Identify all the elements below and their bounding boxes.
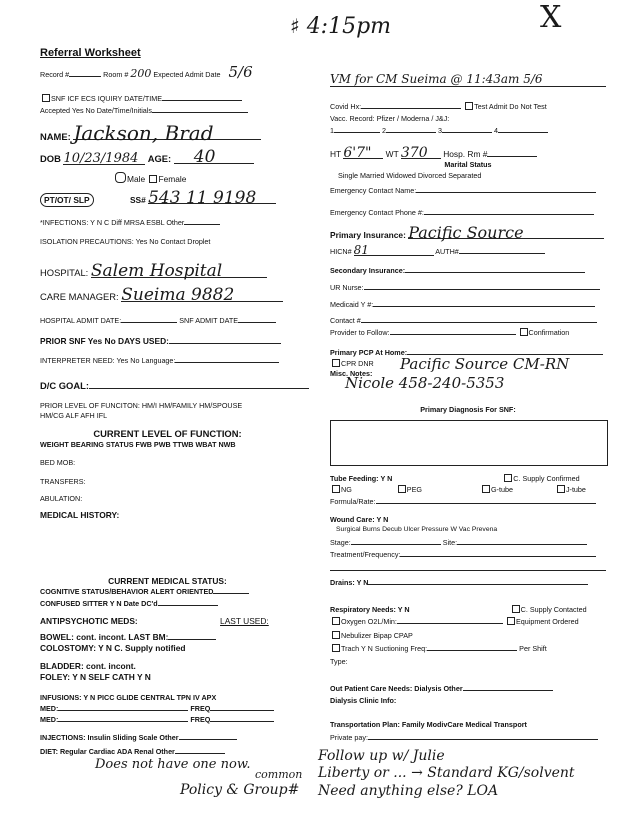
private-pay-row: Private pay: <box>330 733 598 742</box>
gender-row: Male Female <box>113 172 186 184</box>
dc-goal-row: D/C GOAL: <box>40 380 309 391</box>
name-row: NAME: Jackson, Brad <box>40 128 261 142</box>
misc-note-1: Pacific Source CM-RN <box>400 355 570 373</box>
dob-value: 10/23/1984 <box>63 153 145 165</box>
handwritten-follow-3: Need anything else? LOA <box>318 783 499 799</box>
colostomy-row: COLOSTOMY: Y N C. Supply notified <box>40 643 186 653</box>
age-value: 40 <box>174 152 254 164</box>
ur-nurse-row: UR Nurse: <box>330 283 600 292</box>
transfers-label: TRANSFERS: <box>40 477 86 486</box>
corner-x-mark: X <box>540 0 562 35</box>
diagnosis-box[interactable] <box>330 420 608 466</box>
accepted-line: Accepted Yes No Date/Time/Initials <box>40 106 248 115</box>
misc-note-2: Nicole 458-240-5353 <box>345 374 505 392</box>
tube-options-row: NG PEG G-tube J-tube <box>330 485 586 494</box>
care-manager-row: CARE MANAGER: Sueima 9882 <box>40 290 283 302</box>
confused-row: CONFUSED SITTER Y N Date DC'd <box>40 599 218 608</box>
provider-row: Provider to Follow: Confirmation <box>330 328 570 337</box>
injections-row: INJECTIONS: Insulin Sliding Scale Other <box>40 733 237 742</box>
weight-value: 370 <box>401 148 441 159</box>
diet-row: DIET: Regular Cardiac ADA Renal Other <box>40 747 225 756</box>
hospital-row: HOSPITAL: Salem Hospital <box>40 266 267 278</box>
handwritten-follow-1: Follow up w/ Julie <box>318 748 445 764</box>
name-value: Jackson, Brad <box>73 128 261 140</box>
handwritten-common: common <box>255 768 303 781</box>
record-row: Record # Room # 200 Expected Admit Date 5/6 <box>40 63 253 81</box>
ptotslp-circled: PT/OT/ SLP <box>40 193 94 207</box>
type-row: Type: <box>330 657 348 666</box>
time-note: ♯ 4:15pm <box>290 14 392 39</box>
hospital-value: Salem Hospital <box>91 266 267 278</box>
emergency-name-row: Emergency Contact Name: <box>330 186 596 195</box>
nebulizer-row: Nebulizer Bipap CPAP <box>330 631 413 640</box>
height-value: 6'7" <box>343 148 383 159</box>
pcp-row: Primary PCP At Home: <box>330 348 603 357</box>
interpreter-row: INTERPRETER NEED: Yes No Language: <box>40 356 279 365</box>
bladder-row: BLADDER: cont. incont. <box>40 661 136 671</box>
drains-row: Drains: Y N <box>330 578 588 587</box>
outpatient-row: Out Patient Care Needs: Dialysis Other <box>330 684 553 693</box>
current-medical-title: CURRENT MEDICAL STATUS: <box>108 576 227 586</box>
transportation-row: Transportation Plan: Family ModivCare Medical Transport <box>330 720 527 729</box>
tube-feeding-row: Tube Feeding: Y N C. Supply Confirmed <box>330 474 580 483</box>
dialysis-clinic-row: Dialysis Clinic Info: <box>330 696 397 705</box>
vacc-numbers: 1 2 3 4 <box>330 126 548 135</box>
med-row-2: MED: FREQ <box>40 715 274 724</box>
cognitive-row: COGNITIVE STATUS/BEHAVIOR ALERT ORIENTED <box>40 587 249 596</box>
wound-care-row: Wound Care: Y N <box>330 515 389 524</box>
wound-options: Surgical Burns Decub Ulcer Pressure W Vac Prevena <box>336 526 498 533</box>
admit-dates-row: HOSPITAL ADMIT DATE: SNF ADMIT DATE <box>40 316 276 325</box>
vacc-row: Vacc. Record: Pfizer / Moderna / J&J: <box>330 114 450 123</box>
current-level-title: CURRENT LEVEL OF FUNCTION: <box>93 428 242 439</box>
treatment-row: Treatment/Frequency: <box>330 550 596 559</box>
prior-snf-row: PRIOR SNF Yes No DAYS USED: <box>40 336 281 346</box>
page-title: Referral Worksheet <box>40 47 141 59</box>
misc-notes-label: Misc. Notes: <box>330 369 373 378</box>
snf-inquiry-line: SNF ICF ECS IQUIRY DATE/TIME <box>40 94 242 103</box>
infections-row: *INFECTIONS: Y N C Diff MRSA ESBL Other <box>40 218 220 227</box>
covid-row: Covid Hx: Test Admit Do Not Test <box>330 102 547 111</box>
marital-title: Marital Status <box>444 160 492 169</box>
hicn-row: HICN# 81 AUTH# <box>330 246 545 256</box>
antipsychotic-row: ANTIPSYCHOTIC MEDS: LAST USED: <box>40 616 269 626</box>
diagnosis-title: Primary Diagnosis For SNF: <box>420 405 516 414</box>
stage-site-row: Stage: Site: <box>330 538 587 547</box>
ht-wt-row: HT 6'7" WT 370 Hosp. Rm # <box>330 148 537 159</box>
oxygen-row: Oxygen O2L/Min: Equipment Ordered <box>330 617 579 626</box>
primary-insurance-value: Pacific Source <box>408 228 604 239</box>
ss-value: 543 11 9198 <box>148 193 276 204</box>
prior-level-row-2: HM/CG ALF AFH IFL <box>40 411 108 420</box>
medical-history-label: MEDICAL HISTORY: <box>40 510 120 520</box>
formula-row: Formula/Rate: <box>330 497 596 506</box>
isolation-row: ISOLATION PRECAUTIONS: Yes No Contact Droplet <box>40 237 211 246</box>
divider <box>330 570 606 571</box>
emergency-phone-row: Emergency Contact Phone #: <box>330 208 594 217</box>
room-value: 200 <box>130 67 152 80</box>
bowel-row: BOWEL: cont. incont. LAST BM: <box>40 632 216 642</box>
handwritten-follow-2: Liberty or ... → Standard KG/solvent <box>318 765 575 781</box>
marital-options: Single Married Widowed Divorced Separated <box>338 171 482 180</box>
respiratory-row: Respiratory Needs: Y N C. Supply Contacted <box>330 605 587 614</box>
vm-note: VM for CM Sueima @ 11:43am 5/6 <box>330 72 606 87</box>
ambulation-label: ABULATION: <box>40 494 83 503</box>
medicaid-row: Medicaid Y #: <box>330 300 595 309</box>
handwritten-diet-note: Does not have one now. <box>95 757 251 772</box>
dob-row: DOB 10/23/1984 AGE: 40 <box>40 152 254 165</box>
infusions-row: INFUSIONS: Y N PICC GLIDE CENTRAL TPN IV APX <box>40 693 217 702</box>
med-row-1: MED: FREQ <box>40 704 274 713</box>
prior-level-row: PRIOR LEVEL OF FUNCITON: HM/I HM/FAMILY HM/SPOUSE <box>40 401 243 410</box>
hicn-value: 81 <box>354 246 434 256</box>
cpr-dnr-row: CPR DNR <box>330 359 374 368</box>
secondary-insurance-row: Secondary Insurance: <box>330 266 585 275</box>
expected-admit-value: 5/6 <box>228 63 253 81</box>
bed-mob-label: BED MOB: <box>40 458 76 467</box>
handwritten-policy: Policy & Group# <box>180 782 300 798</box>
weight-bearing-row: WEIGHT BEARING STATUS FWB PWB TTWB WBAT NWB <box>40 440 236 449</box>
foley-row: FOLEY: Y N SELF CATH Y N <box>40 672 151 682</box>
trach-row: Trach Y N Suctioning Freq: Per Shift <box>330 644 547 653</box>
ss-row: PT/OT/ SLP SS# 543 11 9198 <box>40 193 276 205</box>
primary-insurance-row: Primary Insurance: Pacific Source <box>330 228 604 240</box>
contact-row: Contact # <box>330 316 597 325</box>
care-manager-value: Sueima 9882 <box>121 290 283 302</box>
